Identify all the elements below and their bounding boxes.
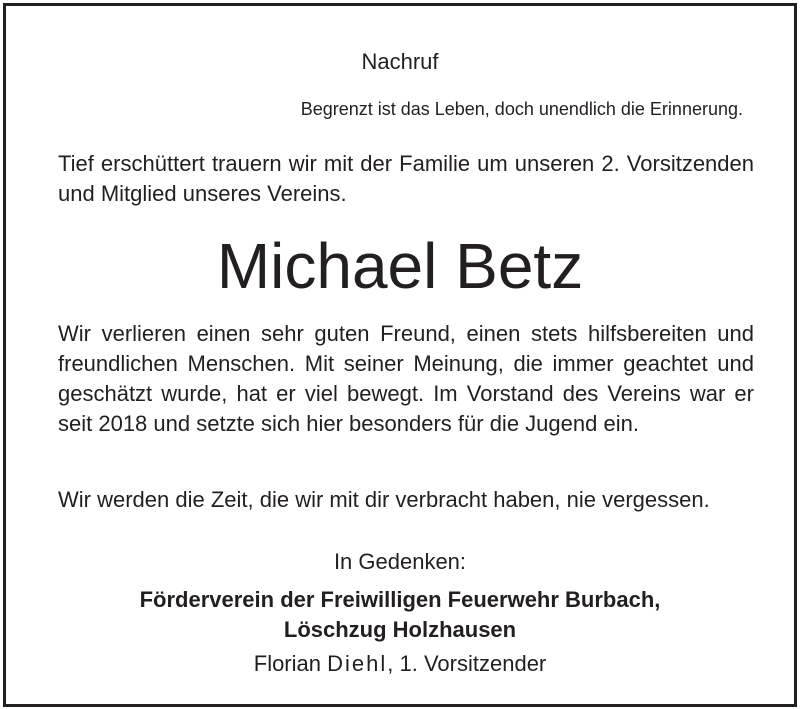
organization-name (6, 585, 794, 645)
deceased-name: Michael Betz (216, 230, 584, 302)
in-memory-label: In Gedenken: (333, 549, 467, 574)
closing-paragraph: Wir werden die Zeit, die wir mit dir verbracht haben, nie vergessen. (58, 487, 710, 512)
tribute-paragraph: Wir verlieren einen sehr guten Freund, einen stets hilfsbereiten und freundlichen Menschen. Mit seiner Meinung, die immer geachtet und geschätzt wurde, hat er viel bewegt. Im Vorstand des Vereins war er seit 2018 und setzte sich hier besonders für die Jugend ein. (58, 321, 754, 436)
signer-role: 1. Vorsitzender (399, 651, 547, 676)
obituary-frame (3, 3, 797, 707)
signer-separator: , (387, 651, 400, 676)
signer-line (6, 649, 794, 679)
obituary-title: Nachruf (361, 49, 439, 74)
signer-first-name: Florian (253, 651, 321, 676)
organization-line-1: Förderverein der Freiwilligen Feuerwehr Burbach, (139, 587, 661, 612)
organization-line-2: Löschzug Holzhausen (283, 617, 517, 642)
intro-paragraph: Tief erschüttert trauern wir mit der Familie um unseren 2. Vorsitzenden und Mitglied unseres Vereins. (58, 151, 754, 206)
motto-quote: Begrenzt ist das Leben, doch unendlich die Erinnerung. (300, 99, 743, 119)
signer-last-name: Diehl (327, 651, 388, 676)
